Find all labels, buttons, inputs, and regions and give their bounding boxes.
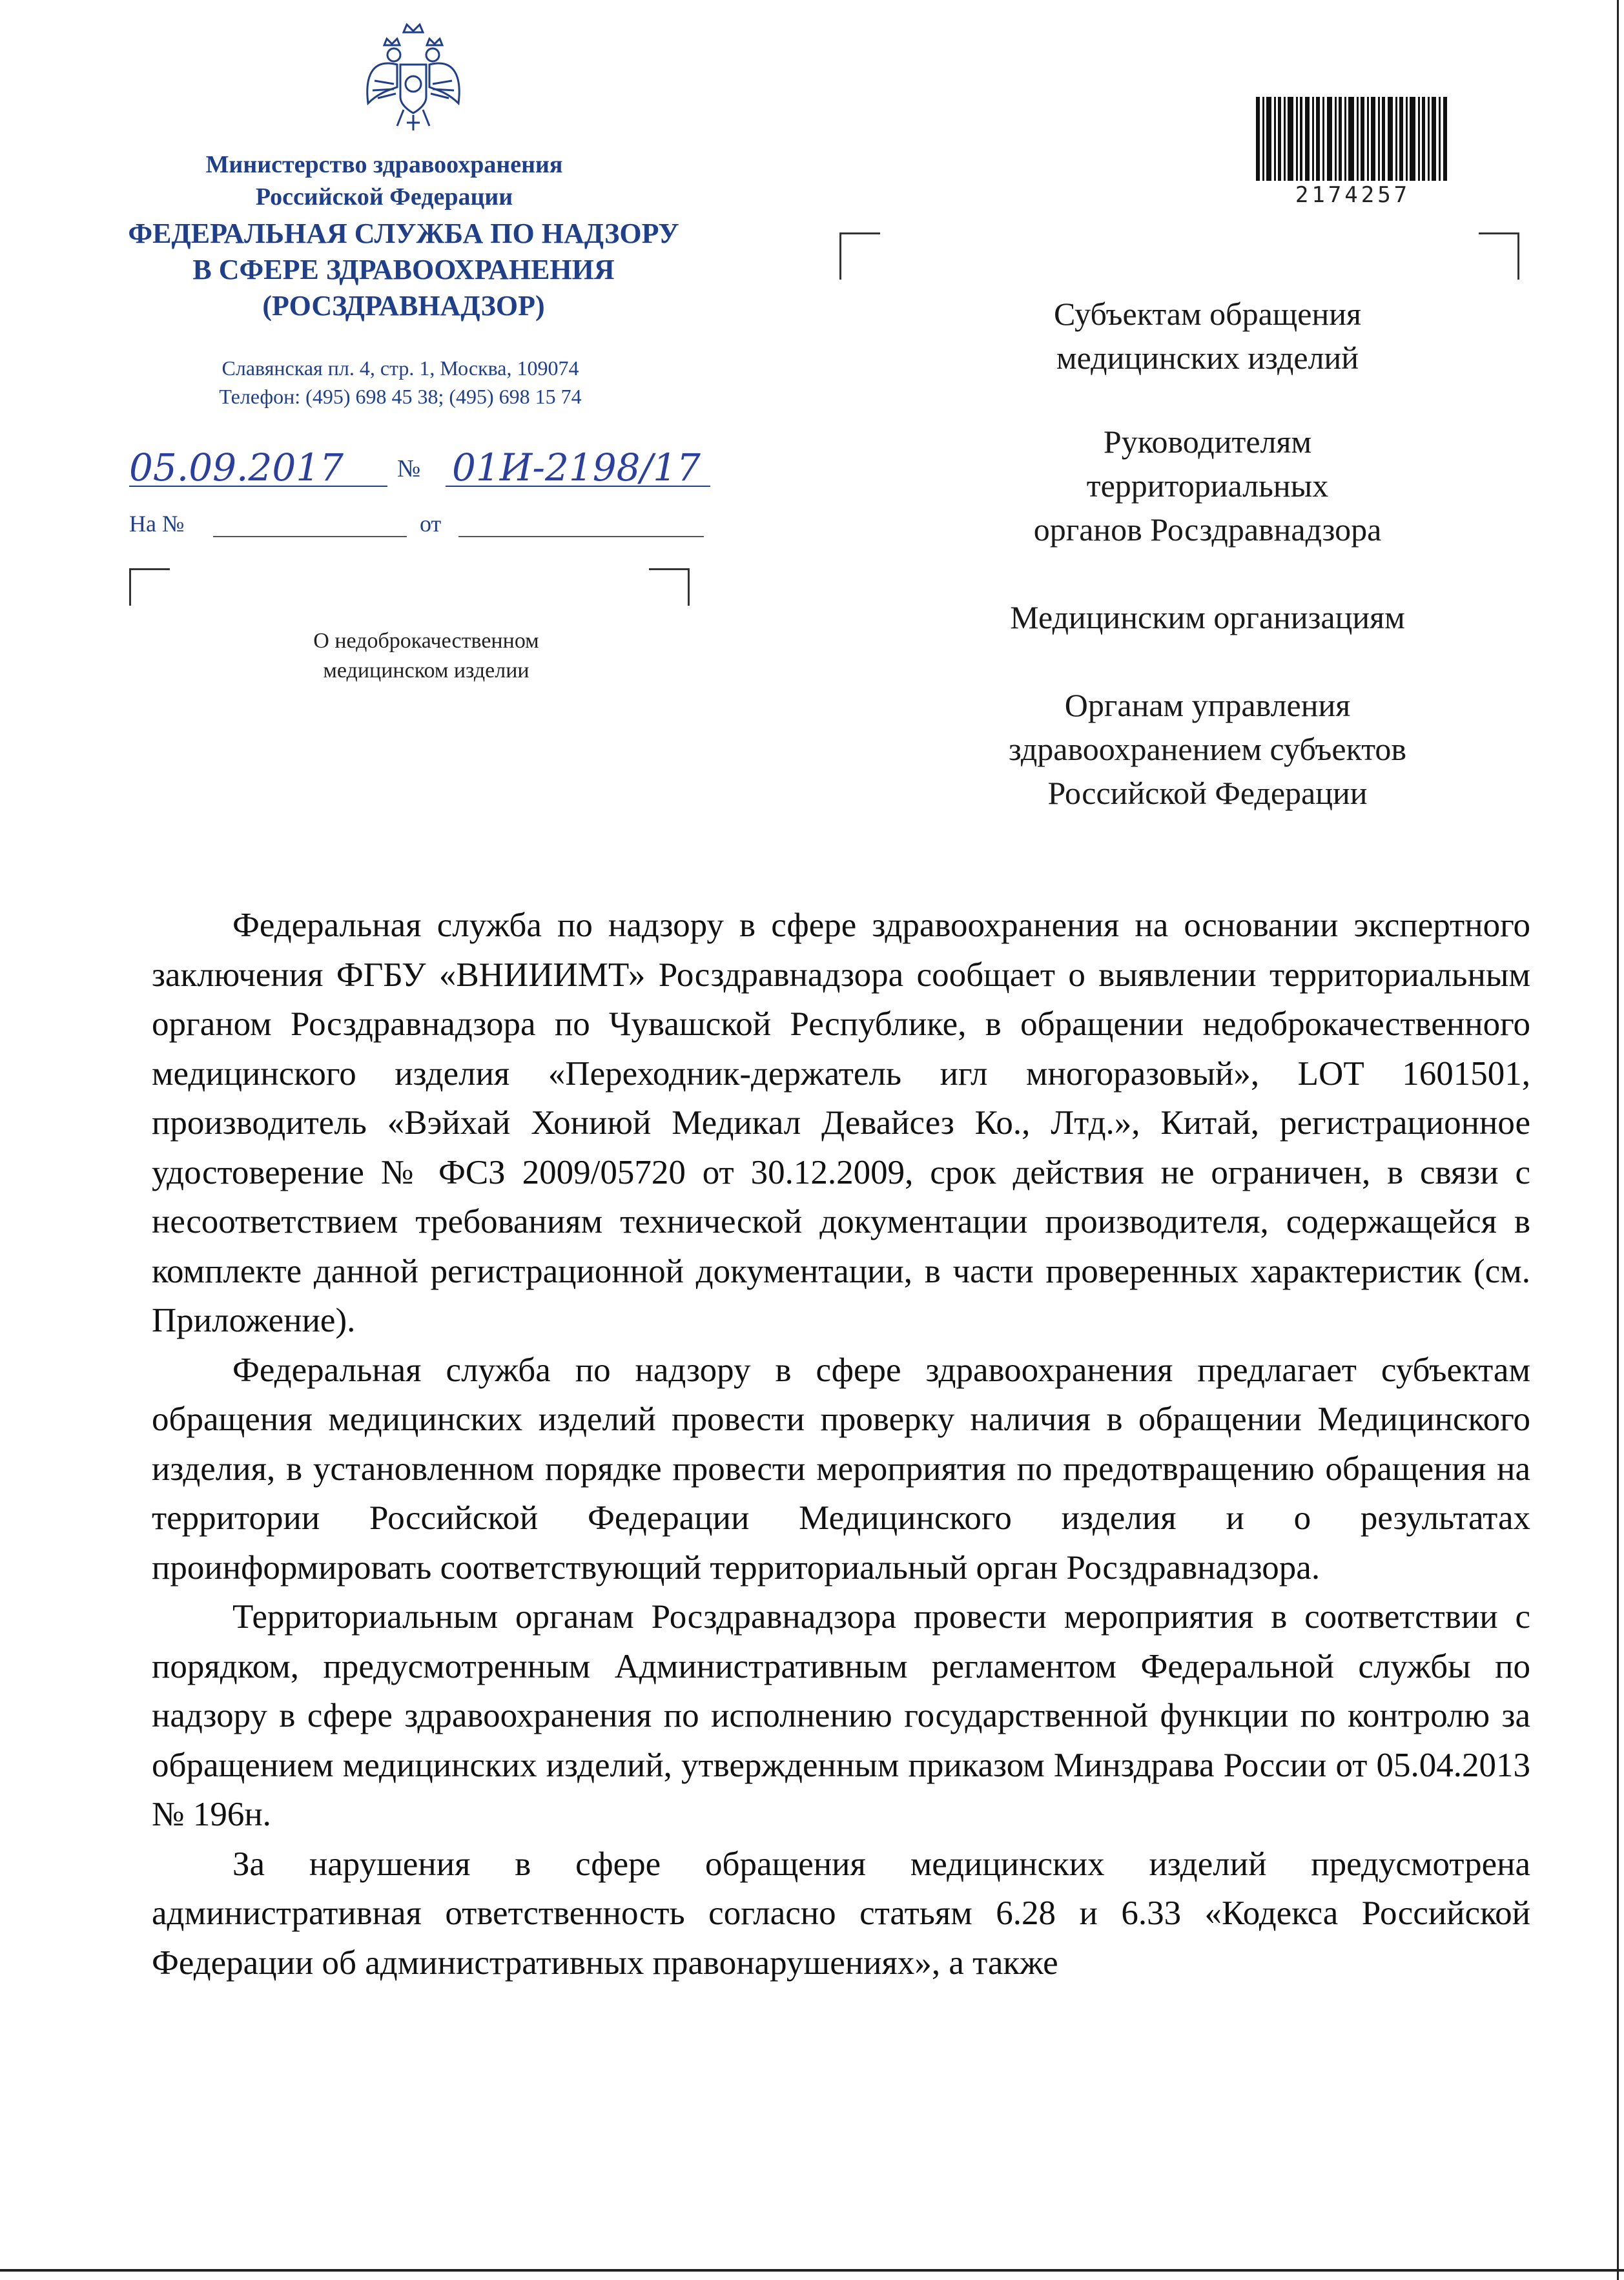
service-line-3: (РОСЗДРАВНАДЗОР) (262, 290, 545, 322)
service-address (149, 354, 652, 411)
service-line-2: В СФЕРЕ ЗДРАВООХРАНЕНИЯ (192, 254, 615, 285)
subject-line-2: медицинском изделии (323, 659, 529, 683)
addressee-line: медицинских изделий (1056, 340, 1359, 376)
addressee-line: Российской Федерации (1047, 775, 1368, 811)
reference-from-label: от (420, 511, 442, 537)
addressee-3 (917, 595, 1498, 639)
russian-coat-of-arms-icon (358, 19, 468, 136)
addressee-line: органов Росздравнадзора (1033, 511, 1382, 548)
ministry-name (149, 149, 620, 213)
address-line-2: Телефон: (495) 698 45 38; (495) 698 15 74 (219, 385, 582, 408)
addressee-line: Органам управления (1064, 687, 1351, 723)
addressee-bracket-right (1479, 232, 1519, 280)
registration-date: 05.09.2017 (129, 446, 344, 489)
reference-number-label: На № (129, 511, 185, 537)
scan-edge-bottom (0, 2269, 1624, 2272)
subject-line-1: О недоброкачественном (313, 629, 539, 653)
subject-bracket-left (129, 568, 170, 606)
addressee-bracket-left (839, 232, 880, 280)
body-paragraph-3: Территориальным органам Росздравнадзора провести мероприятия в соответствии с порядком, предусмотренным Административным регламентом Федеральной службы по надзору в сфере здравоохранения по исполнению государственной функции по контролю за обращением медицинских изделий, утвержденным приказом Минздрава России от 05.04.2013 № 196н. (152, 1598, 1530, 1833)
addressee-line: здравоохранением субъектов (1008, 731, 1407, 767)
service-name (110, 216, 697, 324)
addressee-1 (917, 292, 1498, 380)
subject-bracket-right (649, 568, 690, 606)
body-paragraph-1: Федеральная служба по надзору в сфере здравоохранения на основании экспертного заключения ФГБУ «ВНИИИМТ» Росздравнадзора сообщает о выявлении территориальным органом Росздравнадзора по Чувашской Республике, в обращении недоброкачественного медицинского изделия «Переходник-держатель игл многоразовый», LOT 1601501, производитель «Вэйхай Хониюй Медикал Девайсез Ко., Лтд.», Китай, регистрационное удостоверение № ФСЗ 2009/05720 от 30.12.2009, срок действия не ограничен, в связи с несоответствием требованиям технической документации производителя, содержащейся в комплекте данной регистрационной документации, в части проверенных характеристик (см. Приложение). (152, 907, 1530, 1339)
barcode-number: 2174257 (1295, 182, 1411, 208)
addressee-line: территориальных (1086, 467, 1329, 504)
letter-subject (194, 626, 659, 686)
body-paragraph-4: За нарушения в сфере обращения медицинских изделий предусмотрена административная ответственность согласно статьям 6.28 и 6.33 «Кодекса Российской Федерации об административных правонарушениях», а также (152, 1845, 1530, 1982)
addressee-line: Медицинским организациям (1010, 599, 1405, 635)
registration-number: 01И-2198/17 (452, 446, 701, 489)
address-line-1: Славянская пл. 4, стр. 1, Москва, 109074 (221, 356, 579, 380)
scan-edge-right (1617, 0, 1619, 2280)
number-sign: № (397, 455, 421, 482)
addressee-2 (917, 420, 1498, 551)
body-paragraph-2: Федеральная служба по надзору в сфере здравоохранения предлагает субъектам обращения медицинских изделий провести проверку наличия в обращении Медицинского изделия, в установленном порядке провести мероприятия по предотвращению обращения на территории Российской Федерации Медицинского изделия и о результатах проинформировать соответствующий территориальный орган Росздравнадзора. (152, 1351, 1530, 1587)
barcode-icon (1256, 97, 1450, 181)
reference-line (129, 510, 710, 549)
letter-body (152, 901, 1530, 1987)
registration-line (129, 446, 710, 497)
service-line-1: ФЕДЕРАЛЬНАЯ СЛУЖБА ПО НАДЗОРУ (128, 218, 679, 249)
ministry-line-1: Министерство здравоохранения (205, 151, 563, 178)
ministry-line-2: Российской Федерации (255, 183, 513, 211)
addressee-4 (917, 683, 1498, 815)
addressee-line: Субъектам обращения (1054, 296, 1361, 332)
addressee-line: Руководителям (1103, 424, 1312, 460)
